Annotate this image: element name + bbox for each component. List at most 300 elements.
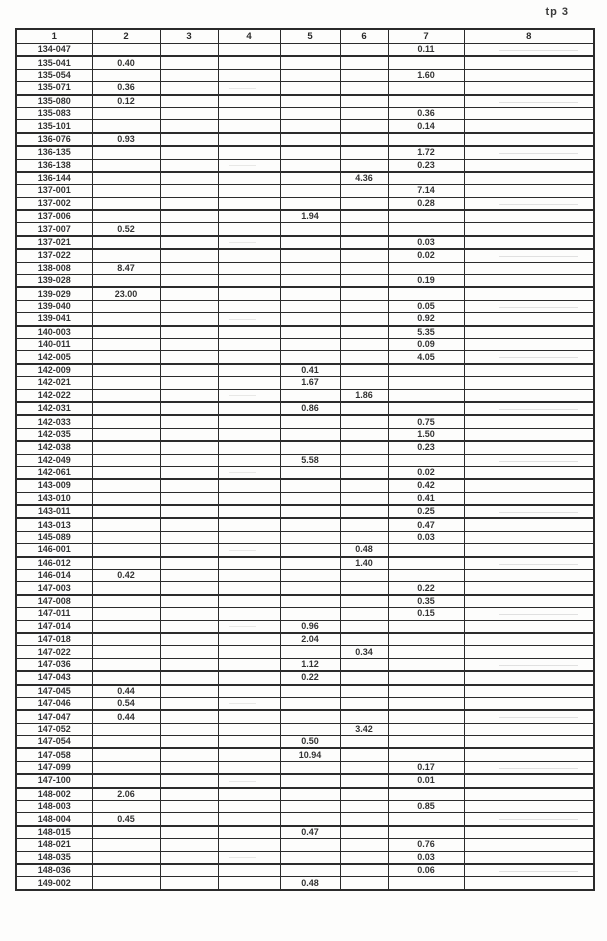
value-cell: [280, 249, 340, 262]
value-cell: 0.48: [340, 544, 388, 557]
table-row: [16, 570, 594, 582]
value-cell: [340, 223, 388, 236]
row-id: 135-080: [16, 95, 92, 108]
row-id: 148-021: [16, 839, 92, 851]
row-id: 147-018: [16, 633, 92, 646]
table-row: [16, 415, 594, 428]
table-row: [16, 492, 594, 505]
value-cell: 0.22: [388, 582, 464, 595]
value-cell: [388, 723, 464, 735]
value-cell: [280, 518, 340, 531]
value-cell: [280, 300, 340, 312]
value-cell: 10.94: [280, 748, 340, 761]
row-id: 137-022: [16, 249, 92, 262]
value-cell: [464, 570, 594, 582]
value-cell: [388, 82, 464, 95]
row-id: 148-035: [16, 851, 92, 864]
value-cell: [464, 44, 594, 57]
value-cell: [340, 262, 388, 274]
value-cell: [340, 287, 388, 300]
value-cell: [388, 364, 464, 377]
value-cell: [280, 287, 340, 300]
row-id: 135-054: [16, 69, 92, 81]
value-cell: [92, 505, 160, 518]
value-cell: [280, 531, 340, 543]
value-cell: [92, 107, 160, 119]
value-cell: [160, 633, 218, 646]
value-cell: [218, 210, 280, 223]
row-id: 142-061: [16, 466, 92, 479]
value-cell: 0.42: [388, 479, 464, 492]
value-cell: [340, 710, 388, 723]
value-cell: [218, 377, 280, 389]
value-cell: [160, 658, 218, 671]
value-cell: [92, 544, 160, 557]
value-cell: [464, 236, 594, 249]
value-cell: [464, 82, 594, 95]
value-cell: 0.03: [388, 851, 464, 864]
value-cell: [160, 557, 218, 570]
table-row: [16, 210, 594, 223]
value-cell: [388, 877, 464, 890]
value-cell: [218, 813, 280, 826]
value-cell: [388, 633, 464, 646]
value-cell: [160, 454, 218, 466]
row-id: 139-028: [16, 275, 92, 288]
value-cell: [160, 801, 218, 813]
value-cell: [340, 428, 388, 441]
value-cell: [160, 582, 218, 595]
value-cell: [464, 774, 594, 787]
value-cell: 1.94: [280, 210, 340, 223]
value-cell: [340, 877, 388, 890]
value-cell: 0.02: [388, 249, 464, 262]
value-cell: [340, 813, 388, 826]
value-cell: [160, 210, 218, 223]
value-cell: [340, 69, 388, 81]
value-cell: [218, 608, 280, 620]
value-cell: [464, 608, 594, 620]
row-id: 142-033: [16, 415, 92, 428]
value-cell: [160, 466, 218, 479]
value-cell: 0.93: [92, 133, 160, 146]
value-cell: [92, 172, 160, 185]
value-cell: [160, 377, 218, 389]
value-cell: [160, 146, 218, 159]
value-cell: [218, 761, 280, 774]
table-row: [16, 518, 594, 531]
page-corner-label: tp 3: [545, 6, 569, 18]
row-id: 143-013: [16, 518, 92, 531]
value-cell: [340, 326, 388, 339]
value-cell: [388, 788, 464, 801]
value-cell: [464, 697, 594, 710]
value-cell: [464, 544, 594, 557]
value-cell: [280, 338, 340, 350]
value-cell: [218, 518, 280, 531]
value-cell: [92, 595, 160, 608]
value-cell: [218, 326, 280, 339]
value-cell: [92, 69, 160, 81]
row-id: 142-031: [16, 402, 92, 415]
table-row: [16, 697, 594, 710]
value-cell: [280, 82, 340, 95]
value-cell: [280, 505, 340, 518]
row-id: 147-052: [16, 723, 92, 735]
value-cell: [464, 646, 594, 658]
row-id: 148-003: [16, 801, 92, 813]
table-row: [16, 377, 594, 389]
value-cell: [218, 851, 280, 864]
value-cell: [160, 197, 218, 210]
value-cell: [388, 377, 464, 389]
table-row: [16, 864, 594, 877]
value-cell: [92, 275, 160, 288]
value-cell: [160, 851, 218, 864]
value-cell: [464, 557, 594, 570]
table-header-row: [16, 29, 594, 44]
row-id: 137-001: [16, 185, 92, 197]
value-cell: [388, 658, 464, 671]
data-table: [15, 28, 595, 891]
value-cell: [464, 402, 594, 415]
table-row: [16, 133, 594, 146]
row-id: 142-005: [16, 351, 92, 364]
value-cell: [464, 671, 594, 684]
value-cell: [92, 774, 160, 787]
value-cell: [388, 402, 464, 415]
value-cell: [92, 748, 160, 761]
value-cell: [340, 761, 388, 774]
value-cell: [388, 262, 464, 274]
value-cell: [388, 210, 464, 223]
value-cell: [280, 351, 340, 364]
value-cell: 23.00: [92, 287, 160, 300]
value-cell: [218, 95, 280, 108]
value-cell: [218, 159, 280, 172]
value-cell: [464, 801, 594, 813]
row-id: 142-021: [16, 377, 92, 389]
value-cell: [160, 428, 218, 441]
value-cell: [218, 595, 280, 608]
value-cell: [388, 646, 464, 658]
value-cell: [464, 146, 594, 159]
row-id: 147-014: [16, 620, 92, 633]
value-cell: 0.28: [388, 197, 464, 210]
value-cell: [340, 415, 388, 428]
value-cell: [218, 646, 280, 658]
value-cell: 1.60: [388, 69, 464, 81]
value-cell: [218, 864, 280, 877]
column-header: 6: [340, 29, 388, 44]
table-row: [16, 736, 594, 749]
value-cell: [160, 697, 218, 710]
value-cell: [388, 389, 464, 402]
value-cell: [218, 185, 280, 197]
table-row: [16, 454, 594, 466]
value-cell: 0.40: [92, 56, 160, 69]
value-cell: [464, 287, 594, 300]
value-cell: 0.96: [280, 620, 340, 633]
table-row: [16, 801, 594, 813]
value-cell: 0.41: [388, 492, 464, 505]
value-cell: [160, 595, 218, 608]
value-cell: [340, 338, 388, 350]
value-cell: [218, 774, 280, 787]
value-cell: 0.36: [388, 107, 464, 119]
value-cell: [160, 608, 218, 620]
value-cell: [92, 608, 160, 620]
value-cell: [340, 95, 388, 108]
table-row: [16, 633, 594, 646]
value-cell: 0.44: [92, 710, 160, 723]
row-id: 139-029: [16, 287, 92, 300]
value-cell: [92, 582, 160, 595]
value-cell: [340, 492, 388, 505]
value-cell: [280, 262, 340, 274]
value-cell: [340, 671, 388, 684]
value-cell: [340, 531, 388, 543]
value-cell: [464, 389, 594, 402]
value-cell: [464, 466, 594, 479]
value-cell: [280, 107, 340, 119]
value-cell: [92, 44, 160, 57]
value-cell: [340, 582, 388, 595]
value-cell: [92, 723, 160, 735]
row-id: 148-004: [16, 813, 92, 826]
value-cell: [160, 826, 218, 839]
value-cell: [280, 133, 340, 146]
table-row: [16, 44, 594, 57]
value-cell: [160, 364, 218, 377]
value-cell: [464, 120, 594, 133]
value-cell: [388, 826, 464, 839]
value-cell: [340, 236, 388, 249]
value-cell: [218, 402, 280, 415]
value-cell: 0.47: [280, 826, 340, 839]
value-cell: 0.48: [280, 877, 340, 890]
value-cell: [280, 710, 340, 723]
table-row: [16, 287, 594, 300]
value-cell: [340, 454, 388, 466]
value-cell: 0.22: [280, 671, 340, 684]
value-cell: [92, 300, 160, 312]
value-cell: 0.05: [388, 300, 464, 312]
table-row: [16, 249, 594, 262]
value-cell: [218, 441, 280, 454]
row-id: 146-012: [16, 557, 92, 570]
value-cell: [464, 249, 594, 262]
value-cell: [160, 223, 218, 236]
value-cell: [464, 492, 594, 505]
value-cell: [92, 415, 160, 428]
value-cell: [340, 774, 388, 787]
value-cell: [464, 518, 594, 531]
value-cell: [340, 839, 388, 851]
value-cell: [218, 249, 280, 262]
row-id: 136-144: [16, 172, 92, 185]
table-row: [16, 620, 594, 633]
table-row: [16, 505, 594, 518]
value-cell: 0.25: [388, 505, 464, 518]
row-id: 143-009: [16, 479, 92, 492]
value-cell: [464, 761, 594, 774]
value-cell: [218, 172, 280, 185]
table-row: [16, 877, 594, 890]
table-row: [16, 748, 594, 761]
value-cell: 0.92: [388, 313, 464, 326]
value-cell: 0.45: [92, 813, 160, 826]
row-id: 136-135: [16, 146, 92, 159]
value-cell: [92, 159, 160, 172]
value-cell: [218, 262, 280, 274]
table-row: [16, 389, 594, 402]
table-row: [16, 56, 594, 69]
value-cell: [92, 531, 160, 543]
value-cell: [280, 774, 340, 787]
value-cell: [160, 685, 218, 698]
value-cell: [92, 518, 160, 531]
value-cell: [464, 133, 594, 146]
value-cell: [92, 646, 160, 658]
value-cell: [388, 95, 464, 108]
value-cell: [218, 389, 280, 402]
value-cell: [92, 466, 160, 479]
value-cell: [160, 774, 218, 787]
value-cell: [388, 697, 464, 710]
value-cell: [160, 788, 218, 801]
value-cell: [464, 658, 594, 671]
table-row: [16, 441, 594, 454]
value-cell: [218, 364, 280, 377]
value-cell: 2.06: [92, 788, 160, 801]
table-row: [16, 658, 594, 671]
row-id: 147-043: [16, 671, 92, 684]
table-row: [16, 275, 594, 288]
row-id: 135-083: [16, 107, 92, 119]
value-cell: [160, 761, 218, 774]
value-cell: [464, 197, 594, 210]
value-cell: [388, 133, 464, 146]
value-cell: [340, 864, 388, 877]
value-cell: [340, 146, 388, 159]
value-cell: 0.14: [388, 120, 464, 133]
row-id: 138-008: [16, 262, 92, 274]
value-cell: [464, 185, 594, 197]
row-id: 148-036: [16, 864, 92, 877]
value-cell: [92, 428, 160, 441]
value-cell: [218, 788, 280, 801]
row-id: 135-041: [16, 56, 92, 69]
value-cell: [92, 197, 160, 210]
value-cell: [160, 736, 218, 749]
value-cell: [160, 544, 218, 557]
value-cell: [464, 56, 594, 69]
value-cell: [464, 595, 594, 608]
table-row: [16, 402, 594, 415]
row-id: 139-041: [16, 313, 92, 326]
value-cell: [92, 877, 160, 890]
value-cell: [464, 338, 594, 350]
value-cell: [464, 428, 594, 441]
value-cell: [160, 748, 218, 761]
value-cell: [92, 236, 160, 249]
row-id: 147-045: [16, 685, 92, 698]
value-cell: [160, 172, 218, 185]
column-header: 8: [464, 29, 594, 44]
value-cell: [160, 531, 218, 543]
row-id: 143-010: [16, 492, 92, 505]
value-cell: [160, 415, 218, 428]
value-cell: [218, 223, 280, 236]
column-header: 1: [16, 29, 92, 44]
value-cell: 0.35: [388, 595, 464, 608]
value-cell: [280, 69, 340, 81]
row-id: 147-003: [16, 582, 92, 595]
value-cell: [340, 801, 388, 813]
value-cell: 0.42: [92, 570, 160, 582]
value-cell: [464, 826, 594, 839]
value-cell: [340, 249, 388, 262]
row-id: 140-003: [16, 326, 92, 339]
value-cell: [464, 454, 594, 466]
value-cell: [160, 505, 218, 518]
table-row: [16, 82, 594, 95]
column-header: 5: [280, 29, 340, 44]
value-cell: [340, 748, 388, 761]
value-cell: [464, 748, 594, 761]
value-cell: [280, 326, 340, 339]
table-row: [16, 544, 594, 557]
value-cell: [218, 801, 280, 813]
value-cell: [92, 801, 160, 813]
table-row: [16, 236, 594, 249]
value-cell: [218, 671, 280, 684]
value-cell: 1.67: [280, 377, 340, 389]
value-cell: [160, 723, 218, 735]
value-cell: [280, 761, 340, 774]
value-cell: [92, 338, 160, 350]
value-cell: [280, 441, 340, 454]
value-cell: [160, 338, 218, 350]
value-cell: [92, 146, 160, 159]
value-cell: [280, 813, 340, 826]
value-cell: [464, 710, 594, 723]
value-cell: [280, 582, 340, 595]
value-cell: [388, 56, 464, 69]
table-row: [16, 313, 594, 326]
table-row: [16, 223, 594, 236]
value-cell: [340, 633, 388, 646]
row-id: 135-101: [16, 120, 92, 133]
value-cell: [218, 466, 280, 479]
value-cell: [464, 95, 594, 108]
value-cell: [218, 338, 280, 350]
value-cell: [340, 185, 388, 197]
value-cell: [340, 275, 388, 288]
value-cell: 0.76: [388, 839, 464, 851]
value-cell: 0.23: [388, 441, 464, 454]
value-cell: [280, 595, 340, 608]
value-cell: [340, 120, 388, 133]
value-cell: [280, 801, 340, 813]
value-cell: [464, 531, 594, 543]
value-cell: [160, 620, 218, 633]
value-cell: [464, 364, 594, 377]
value-cell: [160, 710, 218, 723]
value-cell: [280, 570, 340, 582]
value-cell: [464, 441, 594, 454]
